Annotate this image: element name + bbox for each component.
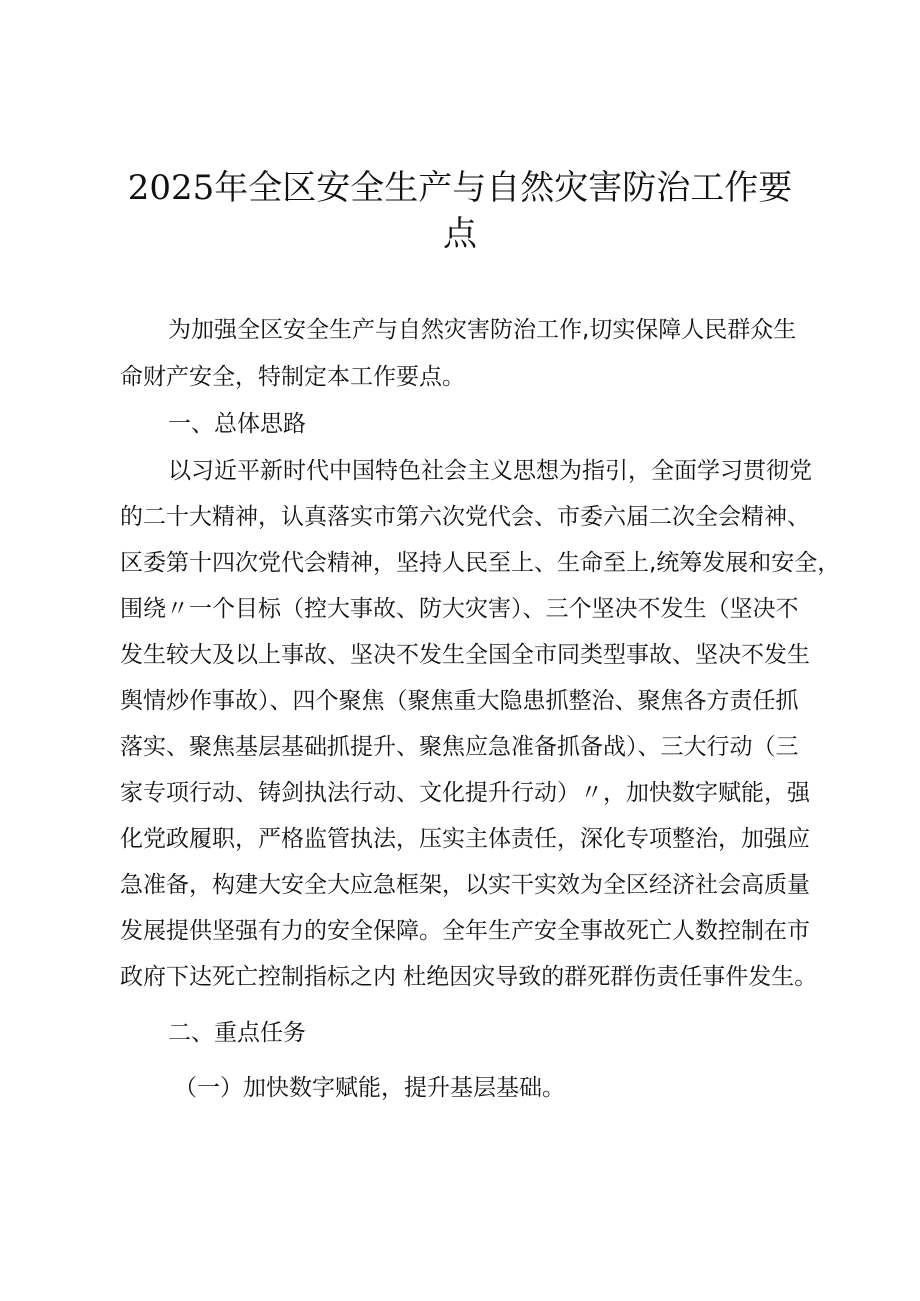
paragraph-line: 家专项行动、铸剑执法行动、文化提升行动）〃，加快数字赋能，强: [120, 780, 810, 806]
section-heading: 一、总体思路: [168, 411, 306, 437]
paragraph-line: 落实、聚焦基层基础抓提升、聚焦应急准备抓备战）、三大行动（三: [120, 734, 799, 760]
paragraph-line: 政府下达死亡控制指标之内 杜绝因灾导致的群死群伤责任事件发生。: [120, 964, 818, 990]
paragraph-line: 急准备，构建大安全大应急框架，以实干实效为全区经济社会高质量: [120, 872, 810, 898]
paragraph-line: 以习近平新时代中国特色社会主义思想为指引，全面学习贯彻党: [168, 458, 812, 484]
paragraph-line: 命财产安全，特制定本工作要点。: [120, 364, 465, 390]
subsection-heading: （一）加快数字赋能，提升基层基础。: [174, 1075, 565, 1101]
paragraph-line: 为加强全区安全生产与自然灾害防治工作,切实保障人民群众生: [168, 317, 797, 343]
paragraph-line: 发生较大及以上事故、坚决不发生全国全市同类型事故、坚决不发生: [120, 642, 810, 668]
document-title-line-1: 2025年全区安全生产与自然灾害防治工作要: [127, 168, 793, 208]
paragraph-line: 围绕〃一个目标（控大事故、防大灾害）、三个坚决不发生（坚决不: [120, 596, 799, 622]
paragraph-line: 舆情炒作事故）、四个聚焦（聚焦重大隐患抓整治、聚焦各方责任抓: [120, 688, 799, 714]
section-heading: 二、重点任务: [168, 1020, 306, 1046]
paragraph-line: 发展提供坚强有力的安全保障。全年生产安全事故死亡人数控制在市: [120, 918, 810, 944]
paragraph-line: 区委第十四次党代会精神，坚持人民至上、生命至上,统筹发展和安全，: [120, 550, 841, 576]
paragraph-line: 化党政履职，严格监管执法，压实主体责任，深化专项整治，加强应: [120, 826, 810, 852]
document-title-line-2: 点: [443, 214, 477, 254]
paragraph-line: 的二十大精神，认真落实市第六次党代会、市委六届二次全会精神、: [120, 504, 810, 530]
